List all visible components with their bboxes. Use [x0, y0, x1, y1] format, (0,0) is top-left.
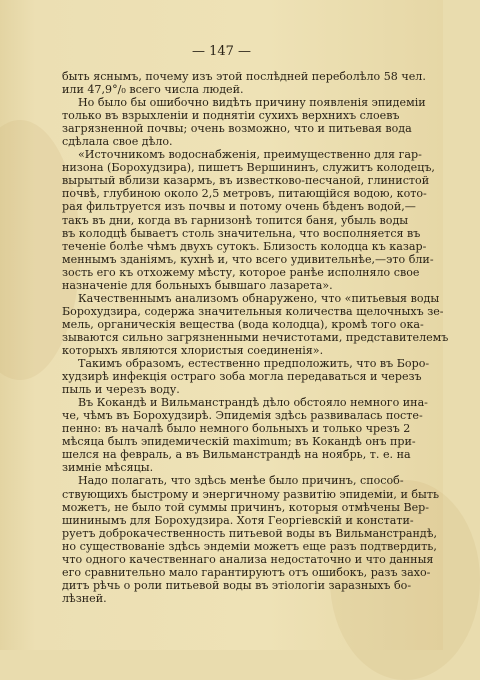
text-line: которыхъ являются хлористыя соединенія».: [62, 343, 324, 357]
text-line: зость его къ отхожему мѣсту, которое ранѣе исполняло свое: [62, 265, 420, 279]
text-line: что одного качественнаго анализа недостаточно и что данныя: [62, 552, 434, 566]
text-line: шининымъ для Борохудзира. Хотя Георгіевскій и констати-: [62, 513, 414, 527]
text-line: такъ въ дни, когда въ гарнизонѣ топится баня, убыль воды: [62, 213, 409, 227]
text-line: Но было бы ошибочно видѣть причину появленія эпидеміи: [78, 96, 426, 110]
text-line: почвѣ, глубиною около 2,5 метровъ, питающійся водою, кото-: [62, 187, 427, 201]
text-line: теченіе болѣе чѣмъ двухъ сутокъ. Близость колодца къ казар-: [62, 239, 427, 253]
text-line: худзирѣ инфекція остраго зоба могла передаваться и черезъ: [62, 370, 422, 384]
page-number: — 147 —: [191, 44, 252, 59]
text-line: ствующихъ быстрому и энергичному развитію эпидеміи, и быть: [62, 487, 440, 501]
text-line: че, чѣмъ въ Борохудзирѣ. Эпидемія здѣсь развивалась посте-: [62, 409, 423, 423]
text-line: зимніе мѣсяцы.: [62, 461, 154, 475]
text-line: загрязненной почвы; очень возможно, что и питьевая вода: [62, 122, 412, 136]
text-line: мель, органическія вещества (вода колодца), кромѣ того ока-: [62, 317, 424, 331]
text-line: Въ Кокандѣ и Вильманстрандѣ дѣло обстояло немного ина-: [78, 396, 428, 410]
text-line: только въ взрыхленіи и поднятіи сухихъ верхнихъ слоевъ: [62, 109, 400, 123]
text-line: вырытый вблизи казармъ, въ известково-песчаной, глинистой: [62, 174, 430, 188]
text-line: пыль и черезъ воду.: [62, 383, 180, 397]
text-line: но существованіе здѣсь эндеміи можетъ еще разъ подтвердить,: [62, 539, 437, 553]
text-line: шелся на февраль, а въ Вильманстрандѣ на ноябрь, т. е. на: [62, 448, 411, 462]
text-line: Такимъ образомъ, естественно предположить, что въ Боро-: [78, 357, 430, 371]
text-line: мѣсяца былъ эпидемическій maximum; въ Кокандѣ онъ при-: [62, 435, 416, 449]
text-line: рая фильтруется изъ почвы и потому очень бѣденъ водой,—: [62, 200, 416, 214]
text-line: Борохудзира, содержа значительныя количества щелочныхъ зе-: [62, 304, 444, 318]
text-line: Качественнымъ анализомъ обнаружено, что «питьевыя воды: [78, 291, 440, 305]
text-line: руетъ доброкачественность питьевой воды въ Вильманстрандѣ,: [62, 526, 437, 540]
text-line: можетъ, не было той суммы причинъ, которыя отмѣчены Вер-: [62, 500, 430, 514]
text-line: назначеніе для больныхъ бывшаго лазарета».: [62, 278, 333, 292]
text-line: низона (Борохудзира), пишетъ Вершининъ, служитъ колодецъ,: [62, 161, 435, 175]
text-line: меннымъ зданіямъ, кухнѣ и, что всего удивительнѣе,—это бли-: [62, 252, 434, 266]
text-line: «Источникомъ водоснабженія, преимущественно для гар-: [78, 148, 422, 162]
text-line: его сравнительно мало гарантируютъ отъ ошибокъ, разъ захо-: [62, 565, 431, 579]
text-line: пенно: въ началѣ было немного больныхъ и только чрезъ 2: [62, 422, 411, 436]
text-line: быть яснымъ, почему изъ этой послѣдней переболѣло 58 чел.: [62, 70, 426, 83]
text-line: лѣзней.: [62, 591, 107, 605]
text-line: или 47,9°/₀ всего числа людей.: [62, 83, 244, 97]
body-text: [62, 70, 449, 605]
text-line: въ колодцѣ бываетъ столь значительна, что восполняется въ: [62, 226, 421, 240]
text-line: дитъ рѣчь о роли питьевой воды въ этіологіи заразныхъ бо-: [62, 578, 412, 592]
text-line: сдѣлала свое дѣло.: [62, 135, 173, 149]
text-line: Надо полагать, что здѣсь менѣе было причинъ, способ-: [78, 474, 404, 488]
text-line: зываются сильно загрязненными нечистотами, представителемъ: [62, 330, 449, 344]
